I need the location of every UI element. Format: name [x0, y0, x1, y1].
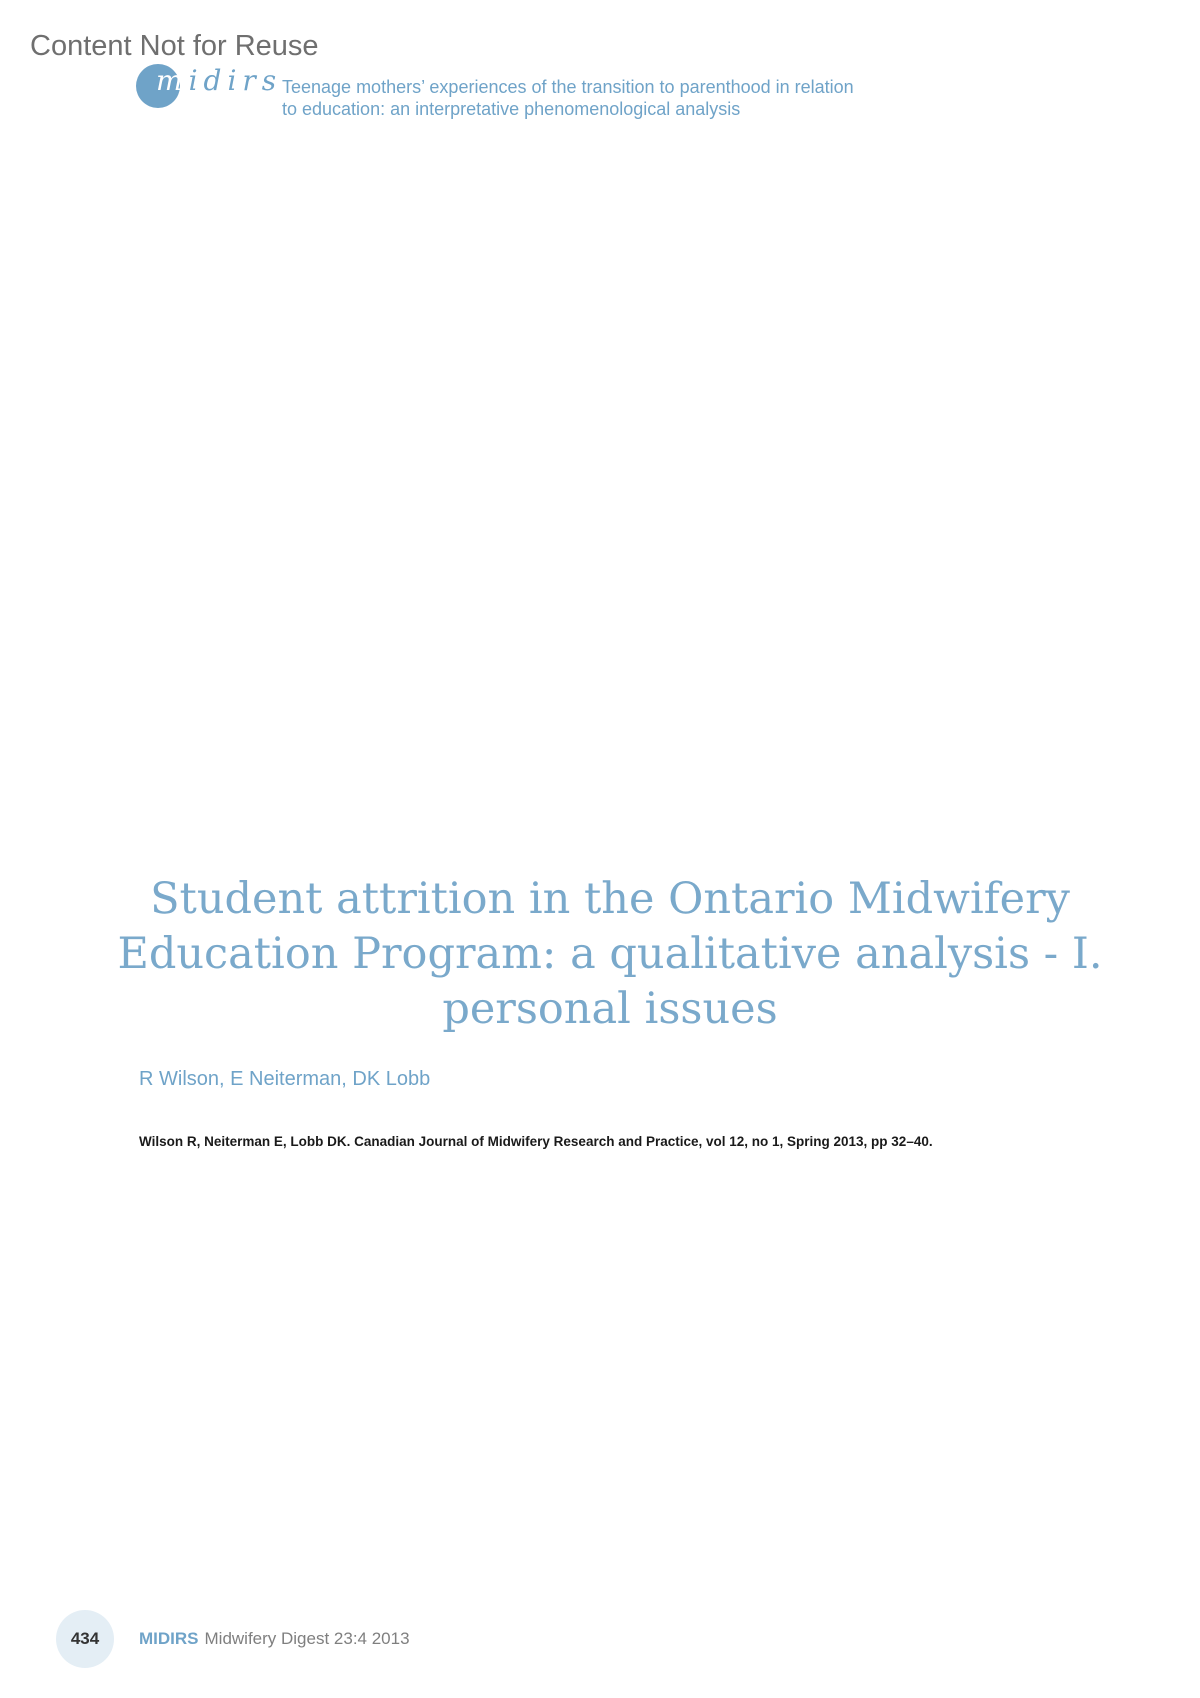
- article-citation: Wilson R, Neiterman E, Lobb DK. Canadian Journal of Midwifery Research and Practice, vol 12, no 1, Spring 2013, pp 32–40.: [139, 1134, 933, 1149]
- footer-journal-info: [139, 1629, 410, 1649]
- article-title-line-1: Student attrition in the Ontario Midwifery: [150, 874, 1070, 924]
- article-title-line-3: personal issues: [442, 984, 778, 1034]
- watermark-text: Content Not for Reuse: [30, 30, 319, 62]
- running-title: [282, 76, 854, 120]
- footer-journal: Midwifery Digest 23:4 2013: [204, 1629, 410, 1648]
- midirs-logo: [136, 62, 283, 112]
- page-header: [136, 62, 1136, 122]
- article-title-line-2: Education Program: a qualitative analysis - I.: [117, 929, 1103, 979]
- page-footer: [56, 1610, 756, 1670]
- article-title: [80, 872, 1140, 1037]
- logo-wordmark-rest: idirs: [188, 64, 283, 97]
- footer-brand: MIDIRS: [139, 1629, 199, 1648]
- page-number-badge: 434: [56, 1610, 114, 1668]
- logo-wordmark: [156, 64, 282, 97]
- logo-wordmark-first-letter: m: [156, 64, 189, 97]
- running-title-line-2: to education: an interpretative phenomenological analysis: [282, 99, 741, 119]
- article-authors: R Wilson, E Neiterman, DK Lobb: [139, 1068, 431, 1090]
- running-title-line-1: Teenage mothers’ experiences of the transition to parenthood in relation: [282, 77, 854, 97]
